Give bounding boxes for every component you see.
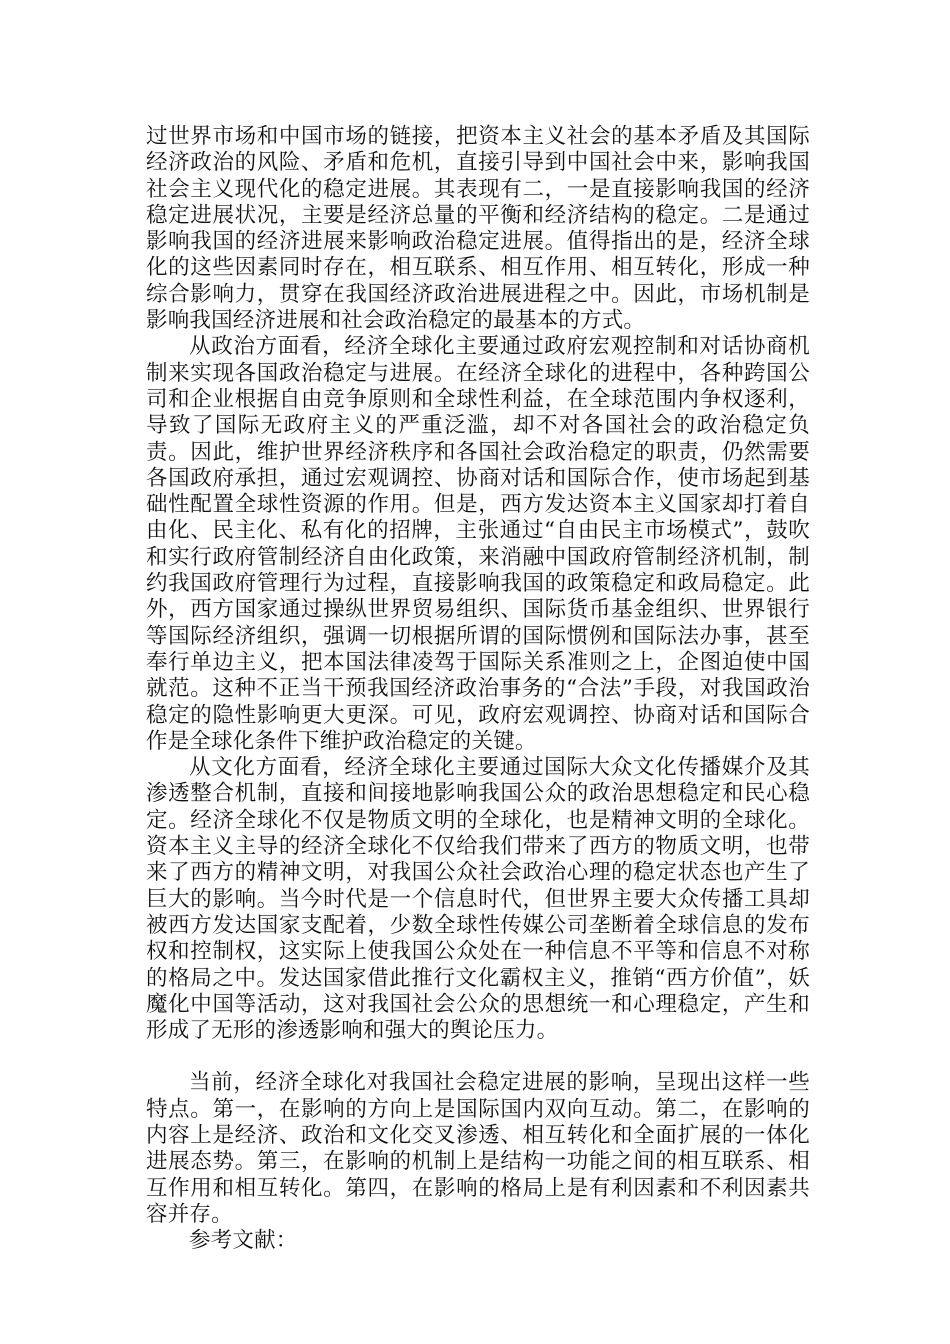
paragraph-cultural-aspect: 从文化方面看，经济全球化主要通过国际大众文化传播媒介及其渗透整合机制，直接和间接地影响我国公众的政治思想稳定和民心稳定。经济全球化不仅是物质文明的全球化，也是精神文明的全球化。资本主义主导的经济全球化不仅给我们带来了西方的物质文明，也带来了西方的精神文明，对我国公众社会政治心理的稳定状态也产生了巨大的影响。当今时代是一个信息时代，但世界主要大众传播工具却被西方发达国家支配着，少数全球性传媒公司垄断着全球信息的发布权和控制权，这实际上使我国公众处在一种信息不平等和信息不对称的格局之中。发达国家借此推行文化霸权主义，推销“西方价值”，妖魔化中国等活动，这对我国社会公众的思想统一和心理稳定，产生和形成了无形的渗透影响和强大的舆论压力。 (146, 755, 810, 1044)
paragraph-economic-continuation: 过世界市场和中国市场的链接，把资本主义社会的基本矛盾及其国际经济政治的风险、矛盾和危机，直接引导到中国社会中来，影响我国社会主义现代化的稳定进展。其表现有二，一是直接影响我国的经济稳定进展状况，主要是经济总量的平衡和经济结构的稳定。二是通过影响我国的经济进展来影响政治稳定进展。值得指出的是，经济全球化的这些因素同时存在，相互联系、相互作用、相互转化，形成一种综合影响力，贯穿在我国经济政治进展进程之中。因此，市场机制是影响我国经济进展和社会政治稳定的最基本的方式。 (146, 124, 810, 334)
document-body (146, 124, 810, 1254)
paragraph-current-characteristics: 当前，经济全球化对我国社会稳定进展的影响，呈现出这样一些特点。第一，在影响的方向上是国际国内双向互动。第二，在影响的内容上是经济、政治和文化交叉渗透、相互转化和全面扩展的一体化进展态势。第三，在影响的机制上是结构一功能之间的相互联系、相互作用和相互转化。第四，在影响的格局上是有利因素和不利因素共容并存。 (146, 1070, 810, 1227)
paragraph-political-aspect: 从政治方面看，经济全球化主要通过政府宏观控制和对话协商机制来实现各国政治稳定与进展。在经济全球化的进程中，各种跨国公司和企业根据自由竞争原则和全球性利益，在全球范围内争权逐利，导致了国际无政府主义的严重泛滥，却不对各国社会的政治稳定负责。因此，维护世界经济秩序和各国社会政治稳定的职责，仍然需要各国政府承担，通过宏观调控、协商对话和国际合作，使市场起到基础性配置全球性资源的作用。但是，西方发达资本主义国家却打着自由化、民主化、私有化的招牌，主张通过“自由民主市场模式”，鼓吹和实行政府管制经济自由化政策，来消融中国政府管制经济机制，制约我国政府管理行为过程，直接影响我国的政策稳定和政局稳定。此外，西方国家通过操纵世界贸易组织、国际货币基金组织、世界银行等国际经济组织，强调一切根据所谓的国际惯例和国际法办事，甚至奉行单边主义，把本国法律凌驾于国际关系准则之上，企图迫使中国就范。这种不正当干预我国经济政治事务的“合法”手段，对我国政治稳定的隐性影响更大更深。可见，政府宏观调控、协商对话和国际合作是全球化条件下维护政治稳定的关键。 (146, 334, 810, 754)
references-heading: 参考文献： (189, 1228, 298, 1254)
